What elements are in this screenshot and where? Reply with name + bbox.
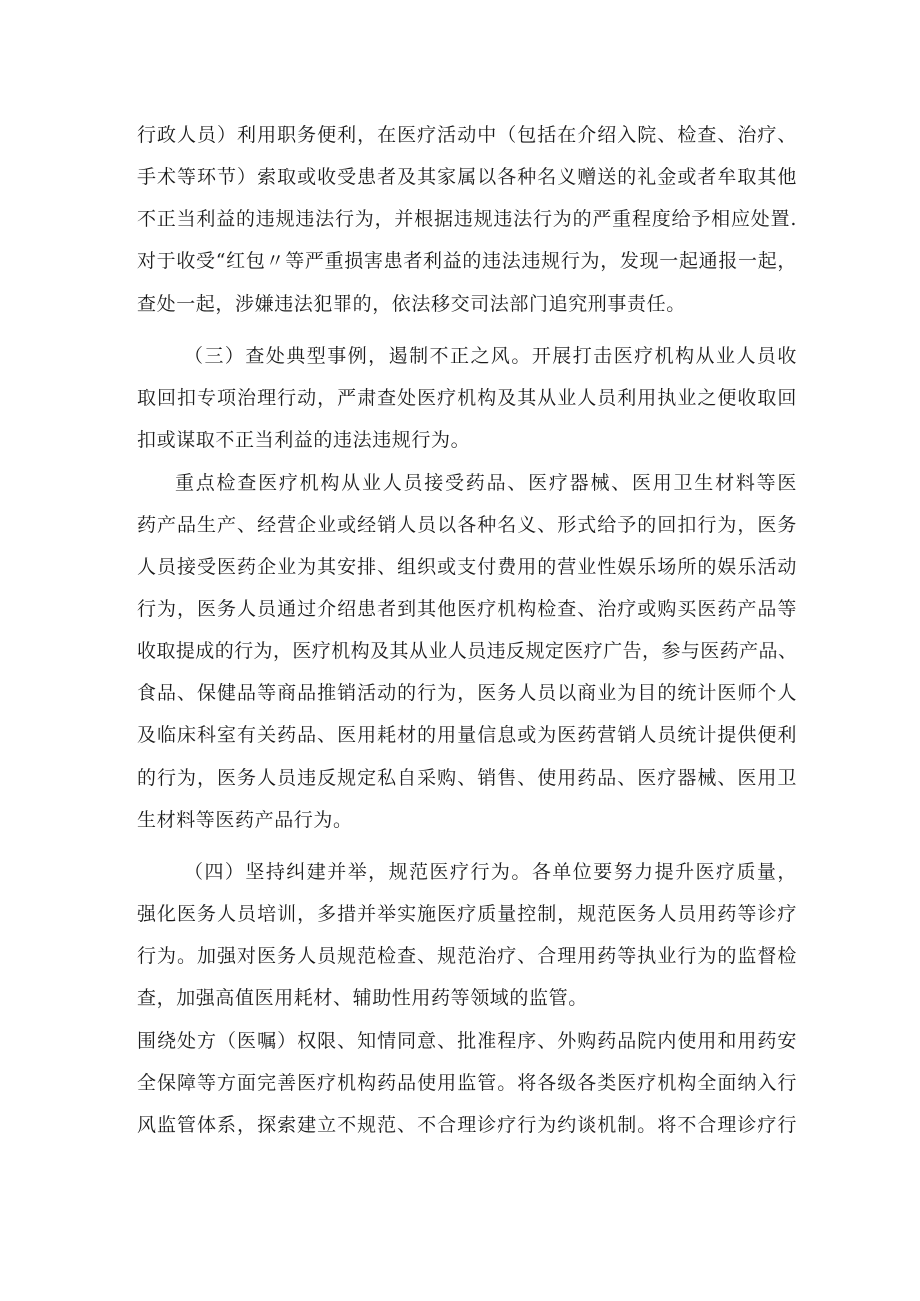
- section-heading-4: （四）坚持纠建并举，规范医疗行为。各单位要努力提升医疗质量，: [184, 861, 797, 883]
- text-line: 手术等环节）索取或收受患者及其家属以各种名义赠送的礼金或者牟取其他: [137, 166, 797, 188]
- text-line: 的行为，医务人员违反规定私自采购、销售、使用药品、医疗器械、医用卫: [137, 767, 797, 789]
- text-line: 查处一起，涉嫌违法犯罪的，依法移交司法部门追究刑事责任。: [137, 293, 686, 315]
- text-line: 查，加强高值医用耗材、辅助性用药等领域的监管。: [137, 987, 588, 1009]
- text-line: 收取提成的行为，医疗机构及其从业人员违反规定医疗广告，参与医药产品、: [137, 640, 798, 662]
- text-line: 生材料等医药产品行为。: [137, 809, 353, 831]
- text-line: 风监管体系，探索建立不规范、不合理诊疗行为约谈机制。将不合理诊疗行: [137, 1114, 797, 1136]
- text-line: 对于收受“红包〃等严重损害患者利益的违法违规行为，发现一起通报一起，: [137, 250, 797, 272]
- text-line: 行为。加强对医务人员规范检查、规范治疗、合理用药等执业行为的监督检: [137, 945, 797, 967]
- text-line: 人员接受医药企业为其安排、组织或支付费用的营业性娱乐场所的娱乐活动: [137, 556, 797, 578]
- text-line: 行为，医务人员通过介绍患者到其他医疗机构检查、治疗或购买医药产品等: [137, 598, 797, 620]
- text-line: 取回扣专项治理行动，严肃查处医疗机构及其从业人员利用执业之便收取回: [137, 387, 797, 409]
- text-line: 及临床科室有关药品、医用耗材的用量信息或为医药营销人员统计提供便利: [137, 724, 797, 746]
- text-line: 围绕处方（医嘱）权限、知情同意、批准程序、外购药品院内使用和用药安: [137, 1030, 797, 1052]
- text-line: 扣或谋取不正当利益的违法违规行为。: [137, 429, 471, 451]
- text-line: 不正当利益的违规违法行为，并根据违规违法行为的严重程度给予相应处置.: [137, 208, 797, 230]
- text-line: 全保障等方面完善医疗机构药品使用监管。将各级各类医疗机构全面纳入行: [137, 1072, 797, 1094]
- text-line: 强化医务人员培训，多措并举实施医疗质量控制，规范医务人员用药等诊疗: [137, 903, 797, 925]
- text-line: 重点检查医疗机构从业人员接受药品、医疗器械、医用卫生材料等医: [175, 472, 797, 494]
- text-line: 食品、保健品等商品推销活动的行为，医务人员以商业为目的统计医师个人: [137, 682, 797, 704]
- text-line: 行政人员）利用职务便利，在医疗活动中（包括在介绍入院、检查、治疗、: [137, 124, 797, 146]
- section-heading-3: （三）查处典型事例，遏制不正之风。开展打击医疗机构从业人员收: [184, 345, 797, 367]
- text-line: 药产品生产、经营企业或经销人员以各种名义、形式给予的回扣行为，医务: [137, 514, 797, 536]
